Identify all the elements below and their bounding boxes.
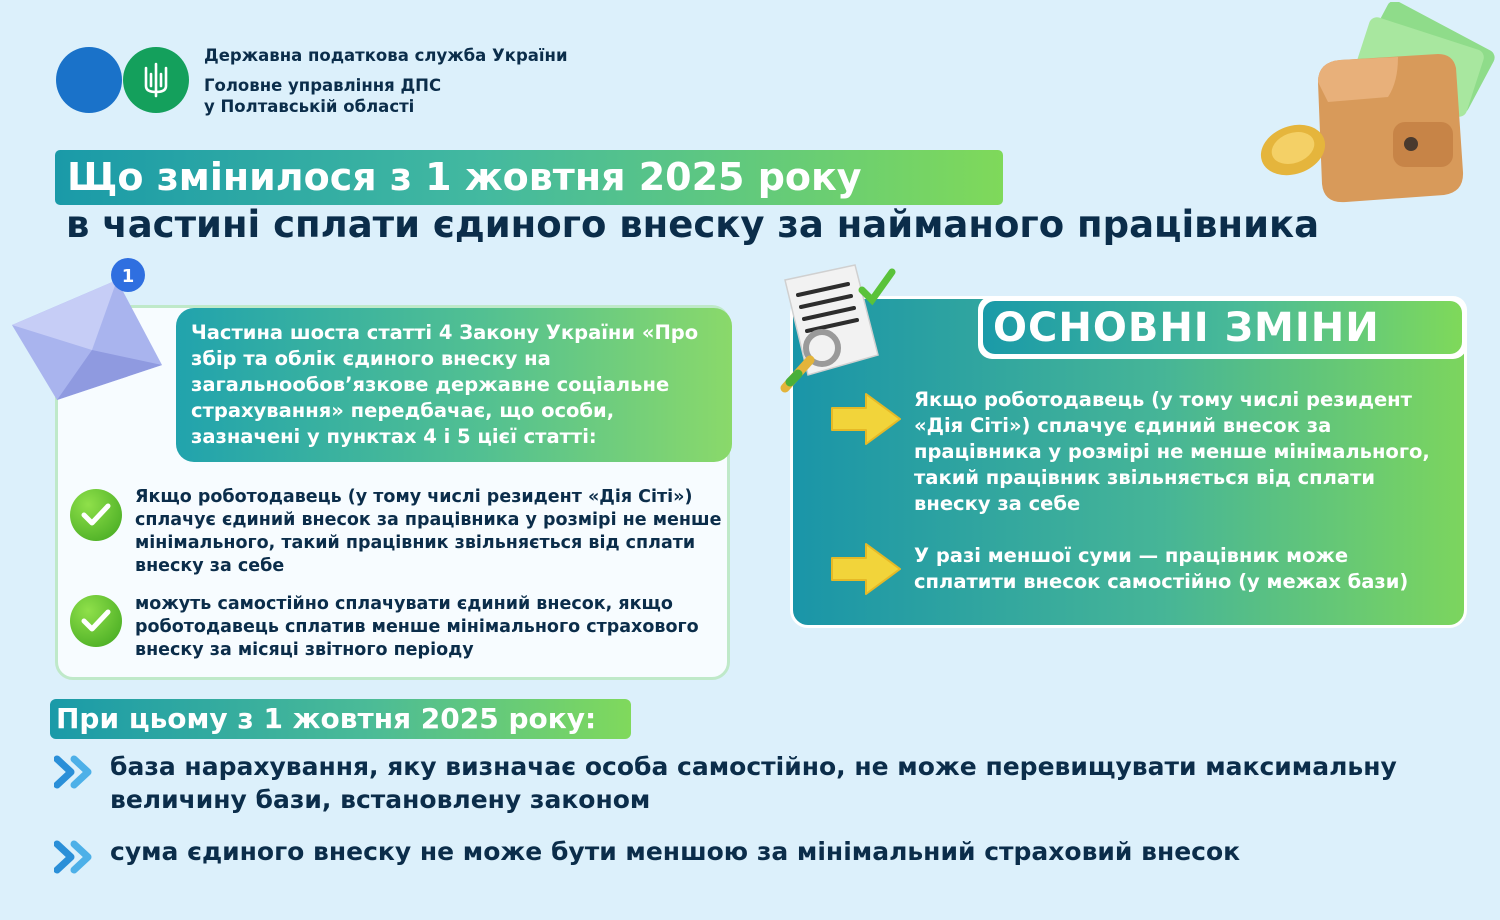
check-icon (70, 595, 122, 647)
logo-green-circle (123, 47, 189, 113)
check-icon (70, 489, 122, 541)
document-check-icon (770, 260, 900, 405)
envelope-icon (2, 255, 172, 405)
double-chevron-icon (54, 840, 98, 874)
left-item: можуть самостійно сплачувати єдиний внесок, якщо роботодавець сплатив менше мінімального страхового внеску за місяці звітного періоду (135, 594, 699, 660)
arrow-right-icon (826, 540, 904, 598)
trident-icon (142, 62, 170, 98)
title-line-1: Що змінилося з 1 жовтня 2025 року (55, 150, 1003, 205)
right-item: Якщо роботодавець (у тому числі резидент «Дія Сіті») сплачує єдиний внесок за працівника у розмірі не менше мінімального, такий працівник звільняється від сплати внеску за себе (914, 388, 1430, 515)
org-name: Державна податкова служба України (204, 46, 568, 65)
right-item: У разі меншої суми — працівник може сплатити внесок самостійно (у межах бази) (914, 544, 1409, 593)
arrow-right-icon (826, 390, 904, 448)
org-department: Головне управління ДПС (204, 76, 442, 95)
wallet-icon (1248, 2, 1498, 207)
right-card-title: ОСНОВНІ ЗМІНИ (983, 301, 1462, 354)
envelope-badge: 1 (121, 266, 135, 287)
left-card-header: Частина шоста статті 4 Закону України «Про збір та облік єдиного внеску на загальнообов’язкове державне соціальне страхування» передбачає, що особи, зазначені у пунктах 4 і 5 цієї статті: (176, 308, 732, 462)
bottom-title: При цьому з 1 жовтня 2025 року: (50, 699, 631, 739)
org-region: у Полтавській області (204, 97, 415, 116)
double-chevron-icon (54, 755, 98, 789)
left-item: Якщо роботодавець (у тому числі резидент «Дія Сіті») сплачує єдиний внесок за працівника у розмірі не менше мінімального, такий працівник звільняється від сплати внеску за себе (135, 487, 722, 576)
logo-blue-circle (56, 47, 122, 113)
bottom-item: база нарахування, яку визначає особа самостійно, не може перевищувати максимальну величину бази, встановлену законом (110, 752, 1397, 814)
bottom-item: сума єдиного внеску не може бути меншою за мінімальний страховий внесок (110, 837, 1241, 866)
title-line-2: в частині сплати єдиного внеску за найманого працівника (66, 203, 1320, 246)
